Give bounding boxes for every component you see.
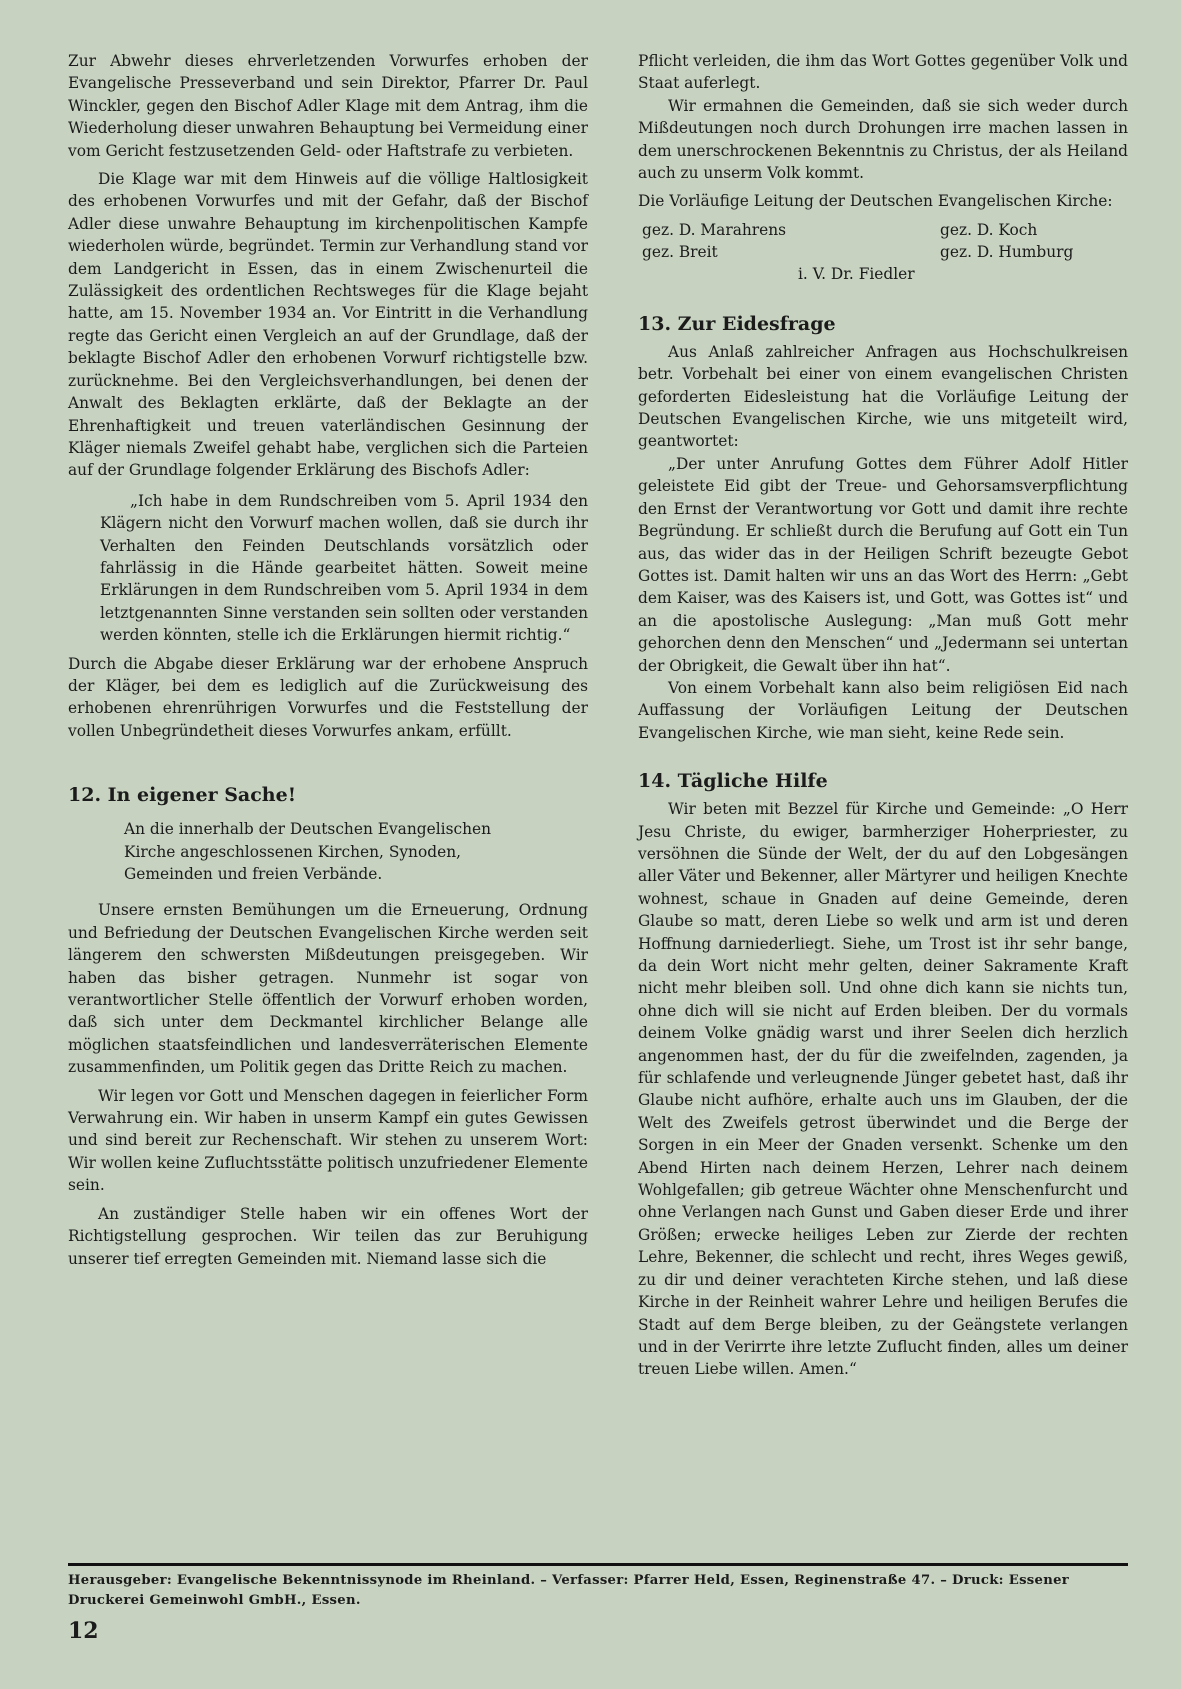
paragraph: Wir legen vor Gott und Menschen dagegen in feierlicher Form Verwahrung ein. Wir haben in unserm Kampf ein gutes Gewissen und sind bereit zur Rechenschaft. Wir stehen zu unserem Wort: Wir wollen keine Zufluchtsstätte politisch unzufriedener Elemente sein.: [68, 1086, 588, 1195]
signatory-intro: Die Vorläufige Leitung der Deutschen Evangelischen Kirche:: [638, 192, 1113, 211]
paragraph: Durch die Abgabe dieser Erklärung war der erhobene Anspruch der Kläger, bei dem es lediglich auf die Zurückweisung des erhobenen ehrenrührigen Vorwurfes und die Feststellung der vollen Unbegründetheit dieses Vorwurfes ankam, erfüllt.: [68, 654, 588, 740]
address-block: [124, 818, 524, 885]
signature: gez. Breit: [642, 242, 718, 261]
paragraph: Unsere ernsten Bemühungen um die Erneuerung, Ordnung und Befriedung der Deutschen Evangelischen Kirche werden seit längerem den schwersten Mißdeutungen preisgegeben. Wir haben das bisher getragen. Nunmehr ist sogar von verantwortlicher Stelle öffentlich der Vorwurf erhoben worden, daß sich unter dem Deckmantel kirchlicher Belange alle möglichen staatsfeindlichen und landesverräterischen Elemente zusammenfinden, um Politik gegen das Dritte Reich zu machen.: [68, 901, 588, 1077]
address-text: An die innerhalb der Deutschen Evangelischen Kirche angeschlossenen Kirchen, Synoden, Gemeinden und freien Verbände.: [124, 820, 492, 883]
signature: i. V. Dr. Fiedler: [798, 264, 915, 283]
section-heading-13: 13. Zur Eidesfrage: [638, 312, 836, 335]
paragraph: Wir beten mit Bezzel für Kirche und Gemeinde: „O Herr Jesu Christe, du ewiger, barmherziger Hoherpriester, zu versöhnen die Sünde der Welt, der du auf den Lobgesängen aller Väter und Bekenner, aller Märtyrer und heiligen Knechte wohnest, schaue in Gnaden auf deine Gemeinde, deren Glaube so matt, deren Liebe so welk und arm ist und deren Hoffnung darniederliegt. Siehe, um Trost ist ihr sehr bange, da dein Wort nicht mehr gelten, deiner Sakramente Kraft nicht mehr bleiben soll. Und ohne dich kann sie nichts tun, ohne dich will sie nicht auf Erden bleiben. Der du vormals deinem Volke gnädig warst und ihrer Seelen dich herzlich angenommen hast, der du für die zweifelnden, zagenden, ja für schlafende und verleugnende Jünger gebetet hast, daß ihr Glaube nicht aufhöre, erhalte auch uns im Glauben, der die Welt des Zweifels getrost überwindet und die Berge der Sorgen in ein Meer der Gnaden versenkt. Schenke um den Abend Hirten nach deinem Herzen, Lehrer nach deinem Wohlgefallen; gib getreue Wächter ohne Menschenfurcht und ohne Verlangen nach Gunst und Gaben dieser Erde und ihrer Größen; erwecke heiliges Leben zur Zierde der rechten Lehre, Bekenner, die schlecht und recht, ihres Weges gewiß, zu dir und deiner verachteten Kirche stehen, und laß diese Kirche in der Reinheit wahrer Lehre und heiligen Berufes die Stadt auf dem Berge bleiben, zu der Geängstete verlangen und in der Verirrte ihre letzte Zuflucht finden, alles um deiner treuen Liebe willen. Amen.“: [638, 800, 1128, 1379]
paragraph: Die Klage war mit dem Hinweis auf die völlige Haltlosigkeit des erhobenen Vorwurfes und mit der Gefahr, daß der Bischof Adler diese unwahre Behauptung im kirchenpolitischen Kampfe wiederholen würde, begründet. Termin zur Verhandlung stand vor dem Landgericht in Essen, das in einem Zwischenurteil die Zulässigkeit des ordentlichen Rechtsweges für die Klage bejaht hatte, am 15. November 1934 an. Vor Eintritt in die Verhandlung regte das Gericht einen Vergleich an auf der Grundlage, daß der beklagte Bischof Adler den erhobenen Vorwurf richtigstelle bzw. zurücknehme. Bei den Vergleichsverhandlungen, bei denen der Anwalt des Beklagten erklärte, daß der Beklagte an der Ehrenhaftigkeit und treuen vaterländischen Gesinnung der Kläger niemals Zweifel gehabt habe, verglichen sich die Parteien auf der Grundlage folgender Erklärung des Bischofs Adler:: [68, 170, 588, 480]
signature: gez. D. Koch: [940, 220, 1038, 239]
right-column: [638, 50, 1128, 1381]
section-heading-14: 14. Tägliche Hilfe: [638, 770, 828, 793]
paragraph: „Der unter Anrufung Gottes dem Führer Adolf Hitler geleistete Eid gibt der Treue- und Gehorsamsverpflichtung den Ernst der Verantwortung vor Gott und damit ihre rechte Begründung. Er schließt durch die Berufung auf Gott ein Tun aus, das wider das in der Heiligen Schrift bezeugte Gebot Gottes ist. Damit halten wir uns an das Wort des Herrn: „Gebt dem Kaiser, was des Kaisers ist, und Gott, was Gottes ist“ und an die apostolische Auslegung: „Man muß Gott mehr gehorchen denn den Menschen“ und „Jedermann sei untertan der Obrigkeit, die Gewalt über ihn hat“.: [638, 454, 1128, 675]
section-heading-12: 12. In eigener Sache!: [68, 784, 297, 807]
signature: gez. D. Humburg: [940, 242, 1074, 261]
block-quote: [100, 490, 588, 647]
left-column: [68, 50, 588, 1270]
paragraph: Pflicht verleiden, die ihm das Wort Gottes gegenüber Volk und Staat auferlegt.: [638, 52, 1128, 93]
paragraph: Wir ermahnen die Gemeinden, daß sie sich weder durch Mißdeutungen noch durch Drohungen irre machen lassen in dem unerschrockenen Bekenntnis zu Christus, der als Heiland auch zu unserm Volk kommt.: [638, 96, 1128, 183]
paragraph: Von einem Vorbehalt kann also beim religiösen Eid nach Auffassung der Vorläufigen Leitung der Deutschen Evangelischen Kirche, wie man sieht, keine Rede sein.: [638, 678, 1128, 742]
page-number: 12: [68, 1618, 99, 1644]
imprint: Herausgeber: Evangelische Bekenntnissynode im Rheinland. – Verfasser: Pfarrer Held, Essen, Reginenstraße 47. – Druck: Essener Druckerei Gemeinwohl GmbH., Essen.: [68, 1573, 1070, 1608]
paragraph: Zur Abwehr dieses ehrverletzenden Vorwurfes erhoben der Evangelische Presseverband und sein Direktor, Pfarrer Dr. Paul Winckler, gegen den Bischof Adler Klage mit dem Antrag, ihm die Wiederholung dieser unwahren Behauptung bei Vermeidung einer vom Gericht festzusetzenden Geld- oder Haftstrafe zu verbieten.: [68, 52, 588, 160]
signature-block: [638, 219, 1128, 285]
paragraph: An zuständiger Stelle haben wir ein offenes Wort der Richtigstellung gesprochen. Wir teilen das zur Beruhigung unserer tief erregten Gemeinden mit. Niemand lasse sich die: [68, 1204, 588, 1268]
quote-text: „Ich habe in dem Rundschreiben vom 5. April 1934 den Klägern nicht den Vorwurf machen wollen, daß sie durch ihr Verhalten den Feinden Deutschlands vorsätzlich oder fahrlässig in die Hände gearbeitet hätten. Soweit meine Erklärungen in dem Rundschreiben vom 5. April 1934 in dem letztgenannten Sinne verstanden sein sollten oder verstanden werden könnten, stelle ich die Erklärungen hiermit richtig.“: [100, 491, 588, 645]
paragraph: Aus Anlaß zahlreicher Anfragen aus Hochschulkreisen betr. Vorbehalt bei einer von einem evangelischen Christen geforderten Eidesleistung hat die Vorläufige Leitung der Deutschen Evangelischen Kirche, wie uns mitgeteilt wird, geantwortet:: [638, 342, 1128, 451]
footer-rule: [68, 1563, 1128, 1566]
signature: gez. D. Marahrens: [642, 220, 787, 239]
